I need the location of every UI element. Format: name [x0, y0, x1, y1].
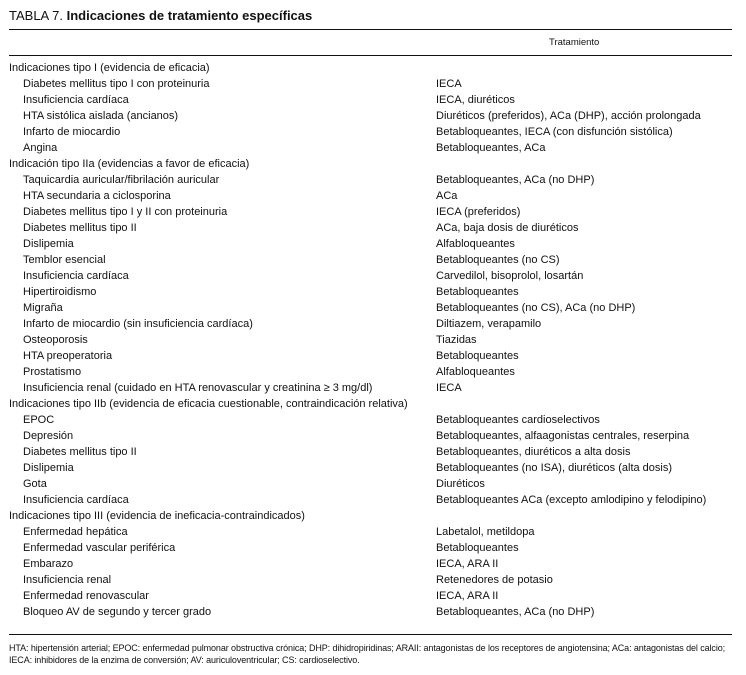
section-label: Indicaciones tipo IIb (evidencia de eficacia cuestionable, contraindicación relativa): [9, 398, 408, 410]
indication-cell: Gota: [23, 478, 47, 490]
indication-cell: HTA preoperatoria: [23, 350, 113, 362]
indication-cell: Insuficiencia cardíaca: [23, 270, 129, 282]
indication-cell: Diabetes mellitus tipo II: [23, 222, 137, 234]
indication-cell: Infarto de miocardio: [23, 126, 121, 138]
table-row: [9, 124, 732, 140]
table-row: [9, 364, 732, 380]
indication-cell: Diabetes mellitus tipo I y II con proteinuria: [23, 206, 228, 218]
table-row: [9, 76, 732, 92]
table-row: [9, 172, 732, 188]
indication-cell: Embarazo: [23, 558, 74, 570]
indication-cell: Dislipemia: [23, 238, 74, 250]
table-row: [9, 300, 732, 316]
table-row: [9, 204, 732, 220]
indication-cell: Dislipemia: [23, 462, 74, 474]
section-header: [9, 60, 732, 76]
section-label: Indicaciones tipo III (evidencia de ineficacia-contraindicados): [9, 510, 305, 522]
table-row: [9, 604, 732, 620]
table-row: [9, 412, 732, 428]
table-row: [9, 348, 732, 364]
treatment-cell: Retenedores de potasio: [436, 574, 553, 586]
section-header: [9, 156, 732, 172]
indication-cell: Infarto de miocardio (sin insuficiencia cardíaca): [23, 318, 253, 330]
indication-cell: Prostatismo: [23, 366, 82, 378]
table-row: [9, 476, 732, 492]
treatment-cell: Betabloqueantes (no CS), ACa (no DHP): [436, 302, 636, 314]
table-row: [9, 316, 732, 332]
indication-cell: Insuficiencia renal (cuidado en HTA renovascular y creatinina ≥ 3 mg/dl): [23, 382, 373, 394]
treatment-cell: Betabloqueantes, ACa: [436, 142, 546, 154]
indication-cell: Bloqueo AV de segundo y tercer grado: [23, 606, 212, 618]
indication-cell: Enfermedad renovascular: [23, 590, 149, 602]
table-row: [9, 588, 732, 604]
table-row: [9, 460, 732, 476]
treatment-cell: Betabloqueantes, ACa (no DHP): [436, 606, 595, 618]
section-header: [9, 396, 732, 412]
table-row: [9, 556, 732, 572]
table-row: [9, 252, 732, 268]
treatment-cell: IECA, diuréticos: [436, 94, 515, 106]
treatment-cell: IECA, ARA II: [436, 558, 499, 570]
treatment-cell: IECA: [436, 78, 462, 90]
indication-cell: Taquicardia auricular/fibrilación auricular: [23, 174, 220, 186]
section-label: Indicaciones tipo I (evidencia de eficacia): [9, 62, 210, 74]
treatment-cell: Carvedilol, bisoprolol, losartán: [436, 270, 584, 282]
table-row: [9, 268, 732, 284]
table-row: [9, 524, 732, 540]
section-label: Indicación tipo IIa (evidencias a favor de eficacia): [9, 158, 250, 170]
treatment-cell: Betabloqueantes (no CS): [436, 254, 560, 266]
table-title: Indicaciones de tratamiento específicas: [66, 8, 313, 23]
indication-cell: Insuficiencia cardíaca: [23, 94, 129, 106]
treatment-cell: Diltiazem, verapamilo: [436, 318, 542, 330]
indication-cell: HTA sistólica aislada (ancianos): [23, 110, 179, 122]
indication-cell: Enfermedad hepática: [23, 526, 128, 538]
indication-cell: Insuficiencia renal: [23, 574, 112, 586]
header-rule: [9, 55, 732, 56]
treatment-cell: Diuréticos: [436, 478, 485, 490]
treatment-cell: Betabloqueantes cardioselectivos: [436, 414, 600, 426]
table-number: TABLA 7.: [9, 8, 63, 23]
indication-cell: EPOC: [23, 414, 55, 426]
table-body: [9, 60, 732, 620]
treatment-cell: Diuréticos (preferidos), ACa (DHP), acción prolongada: [436, 110, 701, 122]
treatment-cell: Betabloqueantes, alfaagonistas centrales, reserpina: [436, 430, 690, 442]
indication-cell: Temblor esencial: [23, 254, 106, 266]
indication-cell: Osteoporosis: [23, 334, 88, 346]
section-header: [9, 508, 732, 524]
table-row: [9, 380, 732, 396]
treatment-cell: Betabloqueantes, IECA (con disfunción sistólica): [436, 126, 673, 138]
table-row: [9, 236, 732, 252]
top-rule: [9, 29, 732, 30]
treatment-cell: Betabloqueantes (no ISA), diuréticos (alta dosis): [436, 462, 673, 474]
indication-cell: Enfermedad vascular periférica: [23, 542, 176, 554]
treatment-cell: Betabloqueantes: [436, 286, 519, 298]
indication-cell: Insuficiencia cardíaca: [23, 494, 129, 506]
table-caption: [9, 8, 312, 24]
treatment-cell: IECA: [436, 382, 462, 394]
bottom-rule: [9, 634, 732, 635]
table-row: [9, 540, 732, 556]
treatment-cell: ACa: [436, 190, 458, 202]
treatment-cell: Tiazidas: [436, 334, 477, 346]
table-row: [9, 220, 732, 236]
table-row: [9, 572, 732, 588]
indication-cell: HTA secundaria a ciclosporina: [23, 190, 171, 202]
table-row: [9, 140, 732, 156]
treatment-cell: Alfabloqueantes: [436, 366, 515, 378]
indication-cell: Diabetes mellitus tipo I con proteinuria: [23, 78, 210, 90]
indication-cell: Diabetes mellitus tipo II: [23, 446, 137, 458]
treatment-cell: IECA, ARA II: [436, 590, 499, 602]
table-row: [9, 108, 732, 124]
table-row: [9, 284, 732, 300]
table-row: [9, 92, 732, 108]
indication-cell: Depresión: [23, 430, 74, 442]
treatment-cell: Labetalol, metildopa: [436, 526, 535, 538]
indication-cell: Migraña: [23, 302, 63, 314]
treatment-cell: Betabloqueantes, ACa (no DHP): [436, 174, 595, 186]
treatment-cell: Betabloqueantes ACa (excepto amlodipino y felodipino): [436, 494, 707, 506]
table-row: [9, 332, 732, 348]
indication-cell: Angina: [23, 142, 58, 154]
table-row: [9, 428, 732, 444]
column-header-tratamiento: Tratamiento: [549, 37, 600, 48]
treatment-cell: Betabloqueantes: [436, 542, 519, 554]
table-row: [9, 444, 732, 460]
treatment-cell: Alfabloqueantes: [436, 238, 515, 250]
treatment-cell: ACa, baja dosis de diuréticos: [436, 222, 579, 234]
treatment-cell: Betabloqueantes: [436, 350, 519, 362]
indication-cell: Hipertiroidismo: [23, 286, 97, 298]
treatment-cell: Betabloqueantes, diuréticos a alta dosis: [436, 446, 631, 458]
treatment-cell: IECA (preferidos): [436, 206, 521, 218]
table-row: [9, 492, 732, 508]
table-footnote: HTA: hipertensión arterial; EPOC: enfermedad pulmonar obstructiva crónica; DHP: dihidropiridinas; ARAII: antagonistas de los receptores de angiotensina; ACa: antagonistas del calcio; IECA: inhibidores de la enzima de conversión; AV: auriculoventricular; CS: cardioselectivo.: [9, 643, 726, 665]
table-row: [9, 188, 732, 204]
